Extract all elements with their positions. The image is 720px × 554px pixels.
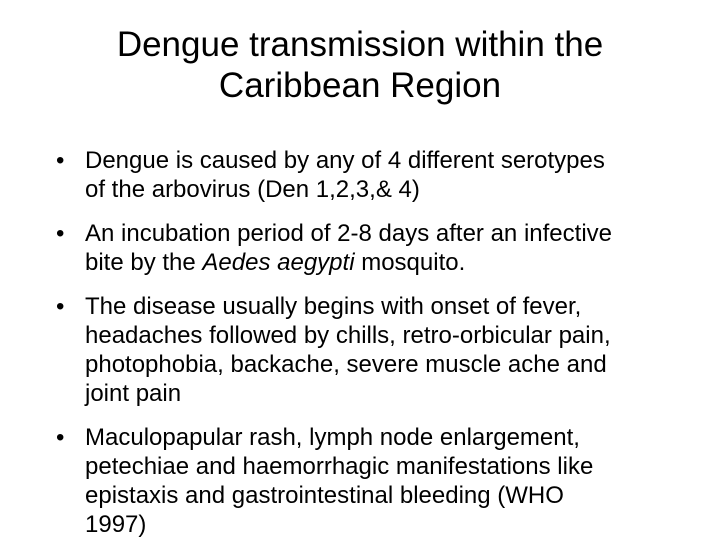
bullet-marker: • (56, 293, 65, 320)
bullet-line: epistaxis and gastrointestinal bleeding (WHO (85, 482, 564, 509)
bullet-item-symptoms (56, 292, 696, 408)
slide-title (60, 24, 660, 106)
bullet-line: headaches followed by chills, retro-orbicular pain, (85, 322, 611, 349)
bullet-line-mixed (85, 248, 696, 277)
title-line: Dengue transmission within the (116, 25, 604, 64)
bullet-list (56, 146, 696, 554)
bullet-text: bite by the (85, 249, 203, 276)
bullet-item-incubation (56, 219, 696, 277)
bullet-line: petechiae and haemorrhagic manifestations like (85, 453, 594, 480)
bullet-line: An incubation period of 2-8 days after an infective (85, 220, 612, 247)
bullet-line: Dengue is caused by any of 4 different serotypes (85, 147, 605, 174)
bullet-line: photophobia, backache, severe muscle ache and (85, 351, 607, 378)
bullet-text: mosquito. (354, 249, 466, 276)
bullet-marker: • (56, 424, 65, 451)
title-line: Caribbean Region (218, 66, 502, 105)
bullet-marker: • (56, 147, 65, 174)
bullet-line: 1997) (85, 511, 147, 538)
bullet-line: of the arbovirus (Den 1,2,3,& 4) (85, 176, 420, 203)
bullet-line: Maculopapular rash, lymph node enlargement, (85, 424, 580, 451)
bullet-line: The disease usually begins with onset of fever, (85, 293, 582, 320)
bullet-marker: • (56, 220, 65, 247)
bullet-item-rash (56, 423, 696, 539)
species-name: Aedes aegypti (202, 249, 355, 276)
bullet-item-serotypes (56, 146, 696, 204)
bullet-line: joint pain (85, 380, 182, 407)
